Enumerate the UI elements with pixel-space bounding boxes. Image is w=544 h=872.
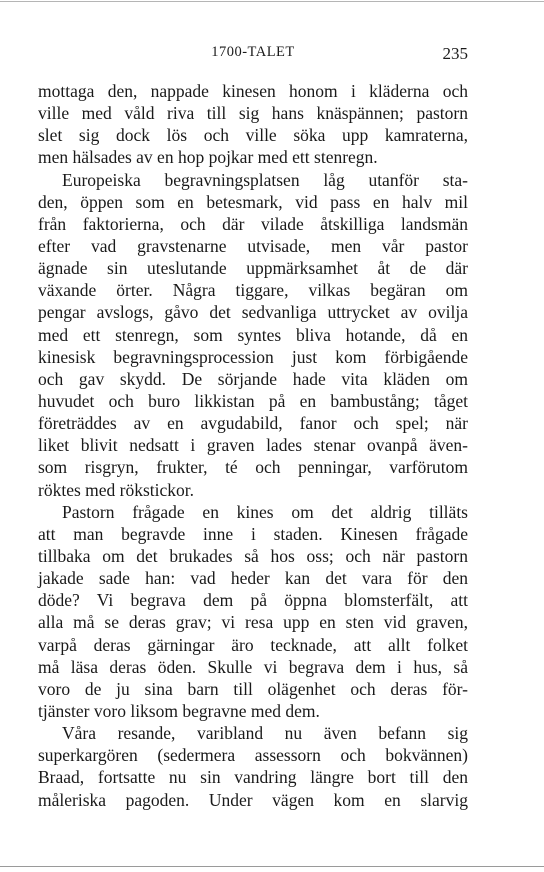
text-line: ägnade sin uteslutande uppmärksamhet åt de där (38, 258, 468, 279)
body-text (38, 80, 468, 811)
text-line: företräddes av en avgudabild, fanor och spel; när (38, 413, 468, 434)
page-number: 235 (442, 44, 468, 63)
text-line: må läsa deras öden. Skulle vi begrava dem i hus, så (38, 656, 468, 677)
text-line: med ett stenregn, som syntes bliva hotande, då en (38, 324, 468, 345)
page-edge-top (0, 1, 544, 2)
text-line: tjänster voro liksom begravne med dem. (38, 700, 320, 721)
running-title: 1700-TALET (211, 44, 295, 60)
text-line: alla må se deras grav; vi resa upp en sten vid graven, (38, 612, 468, 633)
text-line: ville med våld riva till sig hans knäspännen; pastorn (38, 103, 468, 124)
text-line: Europeiska begravningsplatsen låg utanför sta- (62, 169, 468, 190)
text-line: den, öppen som en betesmark, vid pass en halv mil (38, 191, 468, 212)
text-line: kinesisk begravningsprocession just kom förbigående (38, 346, 468, 367)
page-edge-bottom (0, 866, 544, 867)
text-line: varpå deras gärningar äro tecknade, att allt folket (38, 634, 468, 655)
text-line: jakade sade han: vad heder kan det vara för den (38, 568, 468, 589)
text-line: men hälsades av en hop pojkar med ett stenregn. (38, 147, 378, 168)
text-line: efter vad gravstenarne utvisade, men vår pastor (38, 235, 468, 256)
text-line: måleriska pagoden. Under vägen kom en slarvig (38, 789, 468, 810)
text-line: växande örter. Några tiggare, vilkas begäran om (38, 280, 468, 301)
page-header (38, 44, 468, 68)
text-line: slet sig dock lös och ville söka upp kamraterna, (38, 125, 468, 146)
text-line: liket blivit nedsatt i graven lades stenar ovanpå även- (38, 435, 468, 456)
text-line: Braad, fortsatte nu sin vandring längre bort till den (38, 767, 468, 788)
text-line: som risgryn, frukter, té och penningar, varförutom (38, 457, 468, 478)
text-line: huvudet och buro likkistan på en bambustång; tåget (38, 390, 468, 411)
text-line: röktes med rökstickor. (38, 479, 195, 500)
text-line: att man begravde inne i staden. Kinesen frågade (38, 523, 468, 544)
text-line: döde? Vi begrava dem på öppna blomsterfält, att (38, 590, 468, 611)
text-line: superkargören (sedermera assessorn och bokvännen) (38, 745, 468, 766)
text-line: Våra resande, varibland nu även befann sig (62, 723, 468, 744)
text-line: mottaga den, nappade kinesen honom i kläderna och (38, 81, 468, 101)
text-line: och gav skydd. De sörjande hade vita kläden om (38, 368, 468, 389)
text-line: voro de ju sina barn till olägenhet och deras för- (38, 678, 468, 699)
text-line: pengar avslogs, gåvo det sedvanliga uttrycket av ovilja (38, 302, 468, 323)
text-line: Pastorn frågade en kines om det aldrig tilläts (62, 501, 468, 522)
text-line: från faktorierna, och där vilade åtskilliga landsmän (38, 213, 468, 234)
text-line: tillbaka om det brukades så hos oss; och när pastorn (38, 545, 468, 566)
